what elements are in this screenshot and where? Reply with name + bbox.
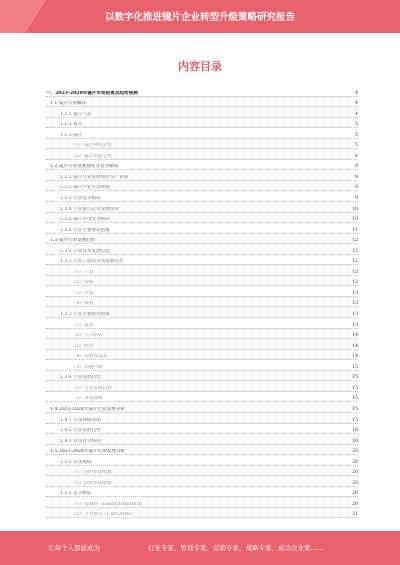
toc-entry-page: 15 — [352, 375, 358, 381]
toc-entry[interactable] — [46, 497, 358, 508]
toc-heading: 内容目录 — [178, 60, 222, 73]
report-title: 以数字化推进镜片企业转型升级策略研究报告 — [104, 12, 295, 23]
toc-entry-page: 8 — [355, 185, 358, 191]
footer-slogan-left: 让每个人都能成为 — [48, 544, 100, 552]
toc-entry-page: 13 — [352, 322, 358, 328]
toc-entry-page: 20 — [352, 491, 358, 497]
toc-entry[interactable] — [46, 350, 358, 361]
toc-entry-page: 9 — [355, 196, 358, 202]
toc-entry-label: （1）产品 — [46, 270, 94, 275]
toc-entry[interactable] — [46, 149, 358, 160]
toc-entry[interactable] — [46, 297, 358, 308]
toc-entry-label: （1）依视路（EssilorLuxottica） — [46, 502, 146, 507]
toc-entry[interactable] — [46, 265, 358, 276]
toc-entry-page: 13 — [352, 312, 358, 318]
toc-entry[interactable] — [46, 107, 358, 118]
toc-entry-label: （4）渠道 — [46, 301, 94, 306]
toc-entry-page: 5 — [355, 143, 358, 149]
toc-entry[interactable] — [46, 160, 358, 171]
toc-entry[interactable] — [46, 181, 358, 192]
toc-entry-label: 1.1.2 镜头 — [46, 122, 83, 127]
toc-entry-label: 1.5 2023-2028年镜片市场发展分析 — [46, 449, 126, 454]
toc-entry-page: 15 — [352, 364, 358, 370]
toc-entry[interactable] — [46, 487, 358, 498]
toc-entry-page: 16 — [352, 428, 358, 434]
toc-entry-page: 20 — [352, 501, 358, 507]
toc-entry-page: 5 — [355, 122, 358, 128]
toc-entry-page: 4 — [355, 111, 358, 117]
toc-entry-label: 1.2.1 镜片行业发展现状及产业链 — [46, 175, 129, 180]
toc-entry-page: 10 — [352, 206, 358, 212]
toc-entry-label: （2）价格 — [46, 280, 94, 285]
toc-entry-label: 1.1.1 镜片产品 — [46, 112, 93, 117]
toc-entry-label: （2）镜片功能分类 — [46, 154, 113, 159]
toc-entry[interactable] — [46, 318, 358, 329]
toc-entry-label: 1.4.3 市场竞争格局 — [46, 439, 102, 444]
toc-entry[interactable] — [46, 191, 358, 202]
toc-entry-label: 1.2.4 行业重点企业发展情况 — [46, 207, 120, 212]
toc-entry[interactable] — [46, 118, 358, 129]
toc-entry[interactable] — [46, 434, 358, 445]
toc-entry-label: 1.2.3 行业竞争格局 — [46, 196, 102, 201]
toc-entry-label: （3）经济 — [46, 344, 94, 349]
toc-entry[interactable] — [46, 413, 358, 424]
toc-entry[interactable] — [46, 170, 358, 181]
toc-entry-page: 13 — [352, 290, 358, 296]
toc-entry[interactable] — [46, 139, 358, 150]
toc-entry[interactable] — [46, 424, 358, 435]
toc-entry-label: 1.3 镜片行业发展趋势 — [46, 238, 97, 243]
toc-entry-page: 15 — [352, 417, 358, 423]
toc-entry[interactable] — [46, 286, 358, 297]
toc-entry-label: 1.3.2 行业产品及市场发展趋势 — [46, 259, 125, 264]
toc-entry[interactable] — [46, 276, 358, 287]
toc-entry[interactable] — [46, 86, 358, 97]
toc-entry[interactable] — [46, 307, 358, 318]
toc-entry-page: 16 — [352, 438, 358, 444]
toc-entry-label: （2）国外市场规模 — [46, 481, 113, 486]
toc-entry-page: 12 — [352, 280, 358, 286]
toc-entry-label: 1.1.3 镜片 — [46, 133, 83, 138]
toc-entry-label: 1.2.2 镜片行业市场规模 — [46, 185, 111, 190]
toc-entry[interactable] — [46, 360, 358, 371]
toc-entry-page: 12 — [352, 248, 358, 254]
toc-entry-label: 1.4.1 市场规模预测 — [46, 418, 102, 423]
toc-entry-page: 13 — [352, 301, 358, 307]
toc-entry-label: （3）区域 — [46, 291, 94, 296]
toc-entry-page: 20 — [352, 480, 358, 486]
toc-entry[interactable] — [46, 392, 358, 403]
toc-entry[interactable] — [46, 223, 358, 234]
toc-entry-label: 1.3.4 行业发展趋势 — [46, 375, 102, 380]
toc-entry[interactable] — [46, 234, 358, 245]
toc-entry-label: 1.1 镜片行业概况 — [46, 101, 87, 106]
toc-entry-page: 12 — [352, 238, 358, 244]
toc-entry[interactable] — [46, 445, 358, 456]
toc-entry-label: （2）市场规模 — [46, 396, 104, 401]
toc-entry-page: 14 — [352, 333, 358, 339]
toc-entry-page: 8 — [355, 164, 358, 170]
toc-entry-label: （2）卡尔蔡司（Carl Zeiss） — [46, 512, 136, 517]
toc-entry[interactable] — [46, 213, 358, 224]
toc-entry[interactable] — [46, 329, 358, 340]
toc-entry-label: 1.3.3 行业主要驱动因素 — [46, 312, 111, 317]
toc-entry-label: （1）行业发展趋势 — [46, 386, 113, 391]
page-footer — [0, 531, 400, 565]
toc-entry-label: （5）消费升级 — [46, 365, 104, 370]
footer-slogan-right: 行业专家、管理专家、营销专家、战略专家、成功企业家…… — [148, 544, 324, 552]
toc-entry[interactable] — [46, 402, 358, 413]
toc-entry-label: 1.2 镜片行业发展现状及竞争格局 — [46, 164, 120, 169]
toc-entry-page: 15 — [352, 385, 358, 391]
toc-entry-label: 1.5.1 市场规模 — [46, 460, 93, 465]
toc-entry-label: （2）人口结构 — [46, 333, 104, 338]
toc-entry-page: 8 — [355, 174, 358, 180]
toc-entry-label: 1.3.1 行业技术发展趋势 — [46, 249, 111, 254]
toc-entry-page: 12 — [352, 259, 358, 265]
toc-entry-page: 20 — [352, 470, 358, 476]
toc-entry-label: （4）消费者需求 — [46, 354, 108, 359]
toc-entry[interactable] — [46, 97, 358, 108]
toc-entry-page: 14 — [352, 354, 358, 360]
toc-entry-label: 1.2.6 行业主要驱动因素 — [46, 228, 111, 233]
toc-entry-page: 20 — [352, 449, 358, 455]
toc-entry-label: （1）镜片材料分类 — [46, 143, 113, 148]
toc-entry-label: 1.5.2 竞争格局 — [46, 491, 93, 496]
toc-entry-label: 一、2023-2028年镜片市场前景及趋势预测 — [46, 90, 138, 96]
toc-entry-label: 1.2.5 镜片市场竞争格局 — [46, 217, 111, 222]
toc-entry-page: 21 — [352, 512, 358, 518]
toc-entry-page: 14 — [352, 343, 358, 349]
toc-entry[interactable] — [46, 371, 358, 382]
toc-entry[interactable] — [46, 128, 358, 139]
toc-entry[interactable] — [46, 202, 358, 213]
toc-entry-label: （1）政策 — [46, 323, 94, 328]
toc-entry-page: 15 — [352, 406, 358, 412]
toc-entry[interactable] — [46, 244, 358, 255]
toc-entry-label: 1.4.2 行业发展趋势 — [46, 428, 102, 433]
toc-entry-page: 12 — [352, 269, 358, 275]
page-header — [0, 0, 400, 33]
toc-entry-page: 4 — [355, 90, 358, 96]
toc-entry-page: 6 — [355, 153, 358, 159]
page-marker: - — [340, 514, 342, 519]
toc-entry[interactable] — [46, 381, 358, 392]
toc-entry[interactable] — [46, 255, 358, 266]
table-of-contents — [46, 86, 358, 518]
toc-entry[interactable] — [46, 455, 358, 466]
toc-entry-label: （1）国内市场规模 — [46, 470, 113, 475]
toc-entry[interactable] — [46, 476, 358, 487]
toc-entry[interactable] — [46, 508, 358, 519]
toc-entry-page: 15 — [352, 396, 358, 402]
toc-entry-page: 11 — [352, 227, 358, 233]
toc-entry[interactable] — [46, 466, 358, 477]
toc-entry-page: 20 — [352, 459, 358, 465]
toc-entry[interactable] — [46, 339, 358, 350]
toc-entry-label: 1.4 2023-2028年镜片行业发展分析 — [46, 407, 126, 412]
toc-entry-page: 5 — [355, 132, 358, 138]
toc-entry-page: 4 — [355, 101, 358, 107]
toc-entry-page: 10 — [352, 217, 358, 223]
